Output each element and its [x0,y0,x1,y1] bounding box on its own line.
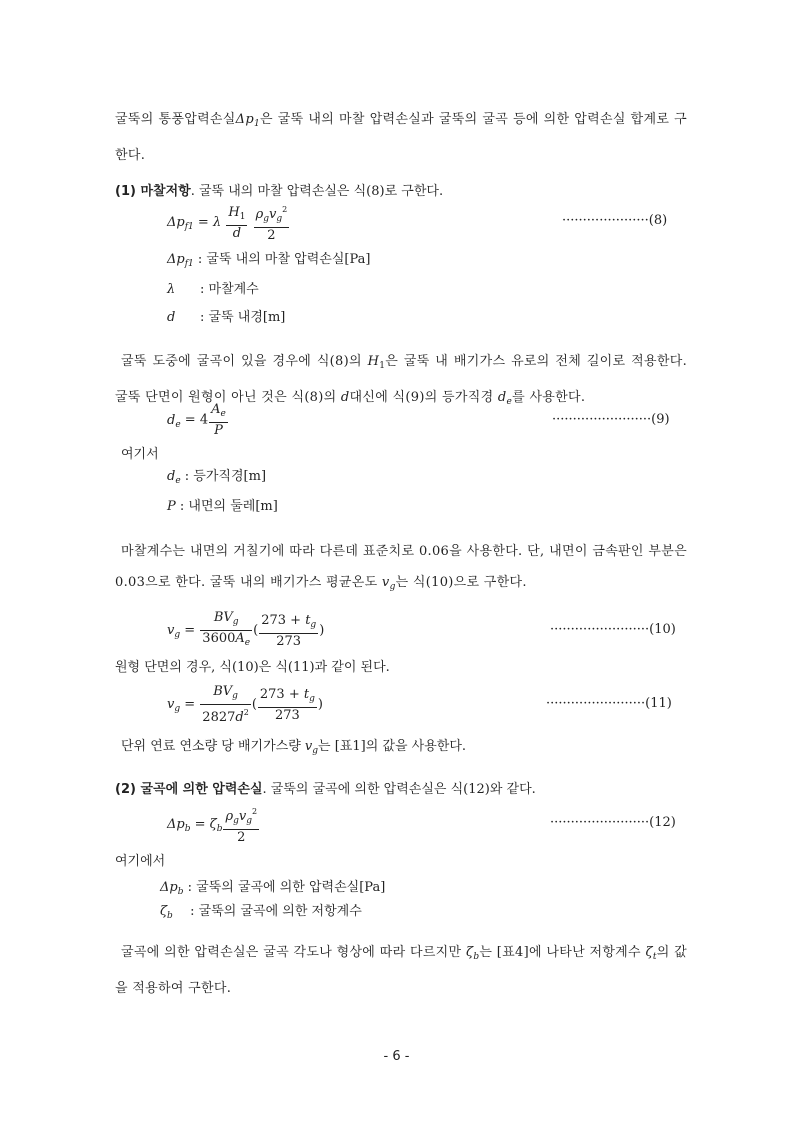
def-lambda: λ : 마찰계수 [167,282,259,297]
def-de: $d_e$ : 등가직경[m] [167,469,267,486]
paragraph-2: 굴뚝 도중에 굴곡이 있을 경우에 식(8)의 $H_1$은 굴뚝 내 배기가스 유로의 전체 길이로 적용한다. 굴뚝 단면이 원형이 아닌 것은 식(8)의 d대신에 식(9)의 등가직경 $d_e$를 사용한다. [115,354,687,407]
section1-heading-line [115,180,443,199]
unit-exhaust-text: 단위 연료 연소량 당 배기가스량 $v_g$는 [표1]의 값을 사용한다. [121,739,467,756]
def-P: P : 내면의 둘레[m] [167,499,278,514]
def-dpb: $\Delta p_b$ : 굴뚝의 굴곡에 의한 압력손실[Pa] [160,880,386,897]
section1-heading: (1) 마찰저항 [115,184,191,199]
equation-8: $\Delta p_{f1} = \lambda$ $\frac{H_1}{d}$ $\frac{\rho_gv_g^2}{2}$ [167,202,290,243]
equation-10: $v_g$ = $\frac{BV_g}{3600A_e}$ ( $\frac{273 + t_g}{273}$ ) [167,610,325,649]
def-zetab: $\zeta_b$ : 굴뚝의 굴곡에 의한 저항계수 [160,904,362,921]
equation-11: $v_g$ = $\frac{BV_g}{2827d^2}$ ( $\frac{273 + t_g}{273}$ ) [167,684,323,725]
equation-12-number: ························(12) [550,815,676,830]
intro-text-before: 굴뚝의 통풍압력손실 [115,112,236,127]
page-number: - 6 - [383,1049,410,1064]
paragraph-4: 굴곡에 의한 압력손실은 굴곡 각도나 형상에 따라 다르지만 $\zeta_b$는 [표4]에 나타난 저항계수 $\zeta_t$의 값을 적용하여 구한다. [115,945,687,996]
paragraph-3: 마찰계수는 내면의 거칠기에 따라 다른데 표준치로 0.06을 사용한다. 단, 내면이 금속판인 부분은 0.03으로 한다. 굴뚝 내의 배기가스 평균온도 $v_g$는 식(10)으로 구한다. [115,544,687,592]
section2-text: . 굴뚝의 굴곡에 의한 압력손실은 식(12)와 같다. [262,782,536,797]
intro-paragraph [115,104,687,171]
def-dpf1: $\Delta p_{f1}$ : 굴뚝 내의 마찰 압력손실[Pa] [167,252,371,269]
where-label-1: 여기서 [121,447,159,462]
equation-11-number: ························(11) [546,696,672,711]
equation-9: $d_e = 4$ $\frac{A_e}{P}$ [167,402,226,438]
intro-text-after: 은 굴뚝 내의 마찰 압력손실과 굴뚝의 굴곡 등에 의한 압력손실 합계로 구한다. [115,112,688,163]
round-section-text: 원형 단면의 경우, 식(10)은 식(11)과 같이 된다. [115,660,390,675]
equation-8-number: ·····················(8) [562,213,668,228]
equation-12: $\Delta p_b = \zeta_b$ $\frac{\rho_gv_g^2}{2}$ [167,804,260,845]
section2-heading-line [115,778,536,797]
section2-heading: (2) 굴곡에 의한 압력손실 [115,782,263,797]
def-d: d : 굴뚝 내경[m] [167,310,286,325]
where-label-2: 여기에서 [115,854,166,869]
equation-10-number: ························(10) [550,622,676,637]
intro-symbol: $\Delta p_1$ [235,112,260,129]
equation-9-number: ························(9) [552,412,670,427]
section1-text: . 굴뚝 내의 마찰 압력손실은 식(8)로 구한다. [190,184,444,199]
